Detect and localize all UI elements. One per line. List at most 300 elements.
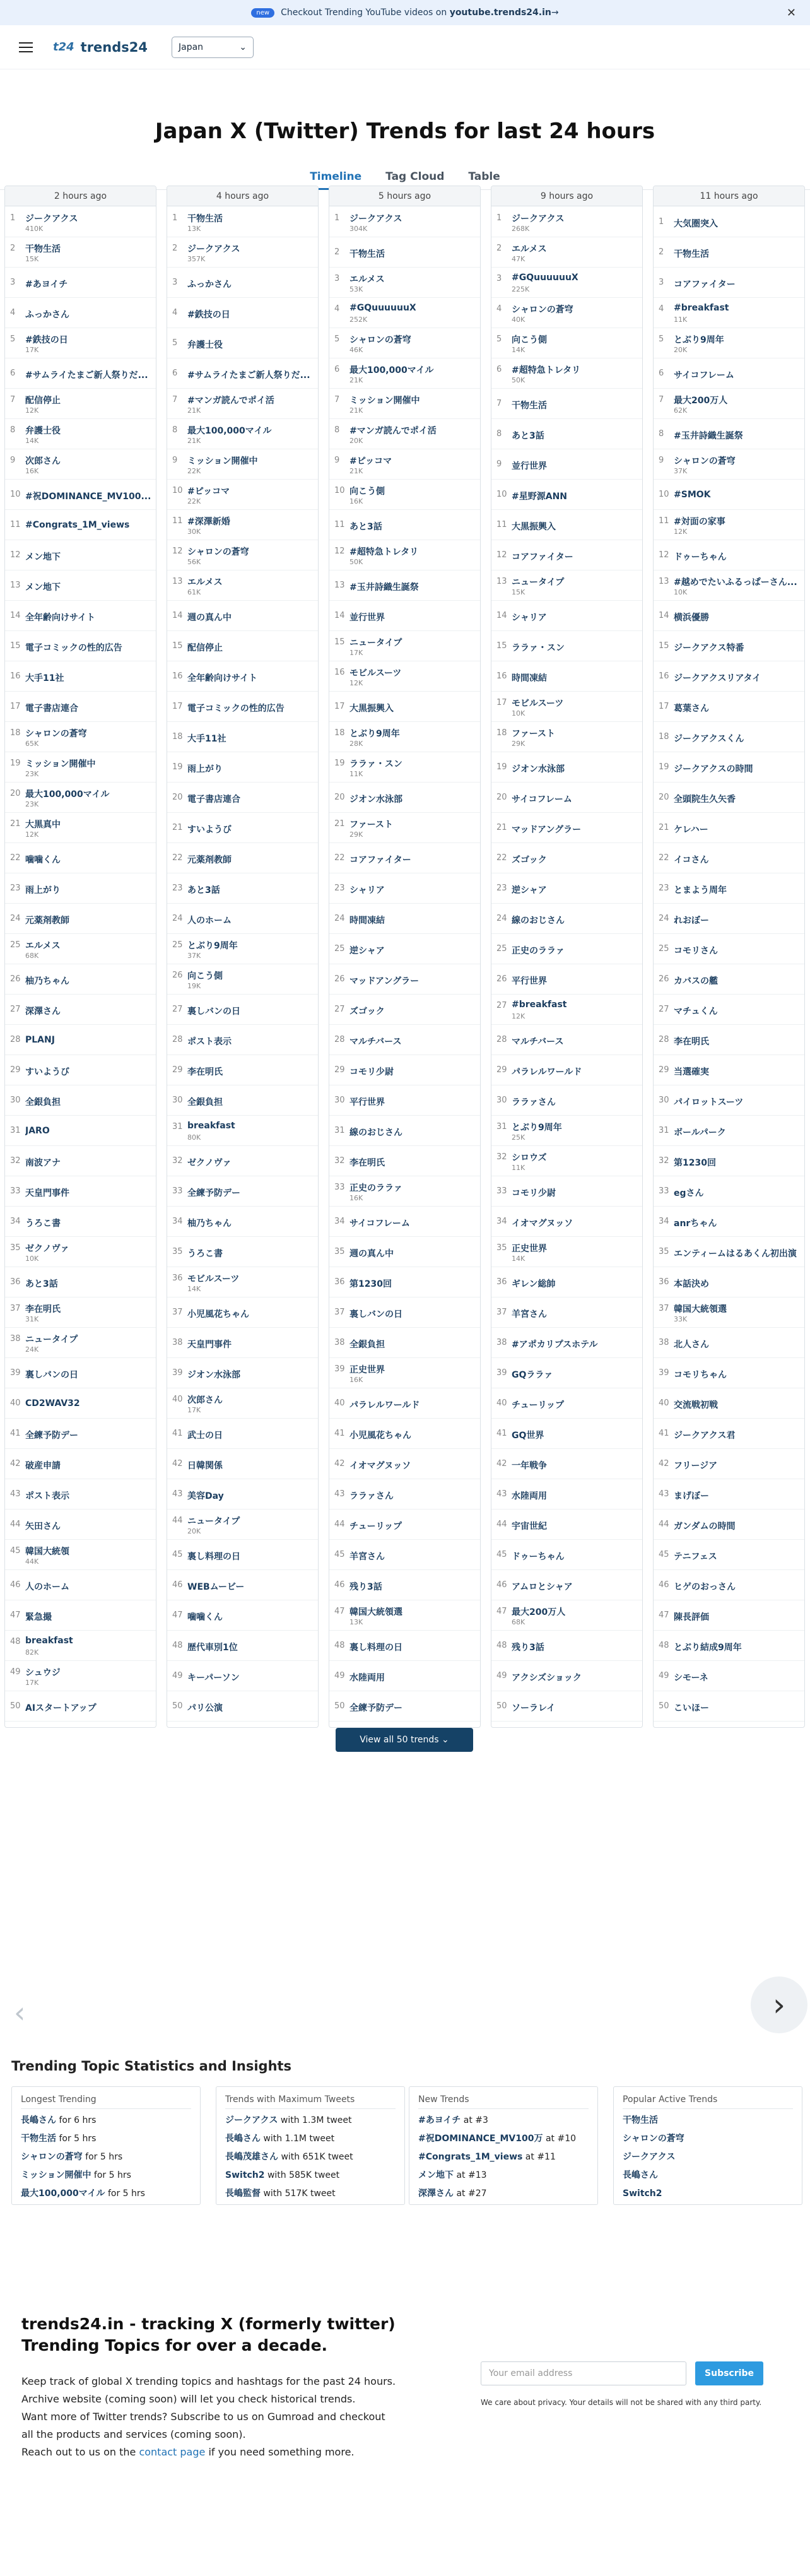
trend-name[interactable]: ボールパーク bbox=[674, 1128, 726, 1138]
trend-item[interactable] bbox=[167, 1449, 318, 1479]
trend-name[interactable]: 並行世界 bbox=[512, 461, 547, 471]
trend-item[interactable] bbox=[329, 843, 480, 873]
trend-name[interactable]: #ピッコマ bbox=[187, 487, 230, 497]
trend-name[interactable]: 正史世界 bbox=[349, 1365, 385, 1375]
trend-item[interactable] bbox=[329, 268, 480, 298]
trend-name[interactable]: 線のおじさん bbox=[512, 916, 565, 926]
trend-name[interactable]: 全練予防デー bbox=[187, 1188, 240, 1198]
trend-name[interactable]: #ピッコマ bbox=[349, 456, 392, 466]
trend-name[interactable]: シャロンの蒼穹 bbox=[674, 456, 736, 466]
trend-item[interactable] bbox=[654, 298, 804, 328]
trend-name[interactable]: ララァさん bbox=[349, 1491, 394, 1501]
trend-name[interactable]: 全銀負担 bbox=[187, 1097, 223, 1108]
trend-item[interactable] bbox=[491, 722, 642, 752]
trend-item[interactable] bbox=[5, 1661, 156, 1691]
trend-item[interactable] bbox=[167, 1207, 318, 1237]
trend-name[interactable]: 天皇門事件 bbox=[187, 1340, 232, 1350]
trend-name[interactable]: 人のホーム bbox=[187, 916, 232, 926]
trend-name[interactable]: 大黒振興入 bbox=[512, 522, 556, 532]
trend-name[interactable]: 配信停止 bbox=[187, 643, 223, 653]
trend-item[interactable] bbox=[329, 631, 480, 661]
trend-item[interactable] bbox=[491, 783, 642, 813]
trend-item[interactable] bbox=[491, 813, 642, 843]
trend-item[interactable] bbox=[167, 1570, 318, 1600]
trend-item[interactable] bbox=[654, 873, 804, 904]
trend-name[interactable]: ジークアクス bbox=[25, 214, 78, 224]
trend-item[interactable] bbox=[491, 601, 642, 631]
trend-item[interactable] bbox=[167, 873, 318, 904]
trend-name[interactable]: ゼクノヴァ bbox=[187, 1158, 232, 1168]
trend-name[interactable]: コアファイター bbox=[349, 855, 411, 865]
trend-name[interactable]: ドゥーちゃん bbox=[674, 552, 727, 562]
trend-name[interactable]: 武士の日 bbox=[187, 1431, 223, 1441]
view-all-button[interactable]: View all 50 trends ⌄ bbox=[336, 1728, 473, 1752]
trend-name[interactable]: 干物生活 bbox=[674, 249, 709, 259]
trend-item[interactable] bbox=[167, 601, 318, 631]
trend-item[interactable] bbox=[329, 722, 480, 752]
trend-name[interactable]: 最大100,000マイル bbox=[25, 789, 110, 800]
trend-name[interactable]: シャリア bbox=[349, 885, 385, 895]
trend-item[interactable] bbox=[654, 1479, 804, 1510]
trend-name[interactable]: #越めでたいふるっぱーさん... bbox=[674, 577, 797, 588]
trend-item[interactable] bbox=[491, 1237, 642, 1267]
trend-name[interactable]: 線のおじさん bbox=[349, 1128, 402, 1138]
trend-name[interactable]: とぶり9周年 bbox=[512, 1123, 562, 1133]
trend-name[interactable]: 水陸両用 bbox=[349, 1673, 385, 1683]
trend-name[interactable]: 第1230回 bbox=[674, 1158, 716, 1168]
trend-item[interactable] bbox=[491, 631, 642, 661]
trend-name[interactable]: コモリ少尉 bbox=[349, 1067, 394, 1077]
trend-name[interactable]: 電子コミックの性的広告 bbox=[187, 704, 285, 714]
trend-name[interactable]: 李在明氏 bbox=[187, 1067, 223, 1077]
trend-item[interactable] bbox=[5, 1055, 156, 1085]
trend-item[interactable] bbox=[329, 692, 480, 722]
trend-item[interactable] bbox=[167, 510, 318, 540]
trend-name[interactable]: 電子書店連合 bbox=[187, 795, 240, 805]
stat-trend-link[interactable]: 長嶋さん bbox=[21, 2115, 56, 2125]
tab-table[interactable]: Table bbox=[468, 170, 500, 183]
trend-item[interactable] bbox=[329, 1631, 480, 1661]
trend-name[interactable]: #SMOK bbox=[674, 490, 711, 500]
trend-name[interactable]: 大黒振興入 bbox=[349, 704, 394, 714]
trend-item[interactable] bbox=[167, 1419, 318, 1449]
trend-item[interactable] bbox=[491, 237, 642, 268]
trend-item[interactable] bbox=[167, 540, 318, 570]
trend-name[interactable]: CD2WAV32 bbox=[25, 1398, 80, 1409]
trend-name[interactable]: #マンガ読んでポイ活 bbox=[349, 426, 437, 436]
trend-item[interactable] bbox=[167, 570, 318, 601]
trend-name[interactable]: 最大200万人 bbox=[512, 1607, 566, 1617]
trend-name[interactable]: 弁護士役 bbox=[187, 340, 223, 350]
trend-item[interactable] bbox=[329, 1479, 480, 1510]
trend-item[interactable] bbox=[5, 510, 156, 540]
trend-item[interactable] bbox=[654, 1055, 804, 1085]
trend-item[interactable] bbox=[329, 480, 480, 510]
trend-name[interactable]: 最大200万人 bbox=[674, 396, 728, 406]
subscribe-button[interactable]: Subscribe bbox=[695, 2361, 763, 2385]
trend-item[interactable] bbox=[167, 358, 318, 389]
trend-name[interactable]: 韓国大統領選 bbox=[349, 1607, 402, 1617]
trend-name[interactable]: 正史のララァ bbox=[512, 946, 565, 956]
trend-item[interactable] bbox=[5, 298, 156, 328]
trend-name[interactable]: エンティームはるあくん初出演 bbox=[674, 1249, 797, 1259]
trend-item[interactable] bbox=[654, 1510, 804, 1540]
trend-item[interactable] bbox=[491, 1207, 642, 1237]
trend-name[interactable]: 元薬剤教師 bbox=[187, 855, 232, 865]
trend-name[interactable]: コアファイター bbox=[674, 280, 736, 290]
trend-item[interactable] bbox=[329, 1207, 480, 1237]
trend-item[interactable] bbox=[329, 510, 480, 540]
trend-item[interactable] bbox=[654, 1146, 804, 1176]
trend-item[interactable] bbox=[329, 1025, 480, 1055]
trend-item[interactable] bbox=[167, 1479, 318, 1510]
trend-name[interactable]: チューリップ bbox=[512, 1400, 565, 1410]
trend-item[interactable] bbox=[654, 570, 804, 601]
stat-trend-link[interactable]: 長嶋さん bbox=[225, 2134, 261, 2144]
trend-item[interactable] bbox=[5, 1479, 156, 1510]
trend-name[interactable]: シロウズ bbox=[512, 1153, 547, 1163]
trend-name[interactable]: 逆シャア bbox=[349, 946, 385, 956]
trend-item[interactable] bbox=[329, 1085, 480, 1116]
close-icon[interactable]: ✕ bbox=[786, 6, 796, 20]
trend-item[interactable] bbox=[5, 1510, 156, 1540]
tab-timeline[interactable]: Timeline bbox=[310, 170, 361, 190]
trend-item[interactable] bbox=[167, 1540, 318, 1570]
trend-name[interactable]: #超特急トレタリ bbox=[349, 547, 419, 557]
trend-name[interactable]: #超特急トレタリ bbox=[512, 365, 581, 375]
trend-name[interactable]: 並行世界 bbox=[349, 613, 385, 623]
trend-item[interactable] bbox=[491, 1328, 642, 1358]
trend-name[interactable]: フリージア bbox=[674, 1461, 718, 1471]
stat-trend-link[interactable]: ジークアクス bbox=[623, 2152, 676, 2162]
trend-name[interactable]: エルメス bbox=[512, 244, 547, 254]
trend-item[interactable] bbox=[167, 1691, 318, 1722]
trend-name[interactable]: 平行世界 bbox=[512, 976, 547, 986]
trend-name[interactable]: 李在明氏 bbox=[25, 1304, 61, 1315]
trend-item[interactable] bbox=[167, 631, 318, 661]
trend-name[interactable]: コモリ少尉 bbox=[512, 1188, 556, 1198]
trend-name[interactable]: ミッション開催中 bbox=[187, 456, 258, 466]
trend-item[interactable] bbox=[654, 358, 804, 389]
trend-name[interactable]: コモリさん bbox=[674, 946, 718, 956]
stat-trend-link[interactable]: 干物生活 bbox=[21, 2134, 56, 2144]
trend-name[interactable]: マルチバース bbox=[349, 1037, 402, 1047]
trend-name[interactable]: ズゴック bbox=[512, 855, 547, 865]
trend-item[interactable] bbox=[491, 1661, 642, 1691]
trend-name[interactable]: シュウジ bbox=[25, 1668, 61, 1678]
trend-name[interactable]: パラレルワールド bbox=[349, 1400, 420, 1410]
stat-trend-link[interactable]: 長嶋さん bbox=[623, 2170, 658, 2180]
trend-name[interactable]: #玉井詩織生誕祭 bbox=[349, 582, 419, 593]
trend-item[interactable] bbox=[5, 1631, 156, 1661]
trend-name[interactable]: PLANJ bbox=[25, 1035, 55, 1045]
trend-item[interactable] bbox=[329, 570, 480, 601]
stat-trend-link[interactable]: 長嶋茂雄さん bbox=[225, 2152, 278, 2162]
trend-name[interactable]: 横浜優勝 bbox=[674, 613, 709, 623]
trend-item[interactable] bbox=[5, 783, 156, 813]
trend-item[interactable] bbox=[5, 964, 156, 995]
trend-name[interactable]: 全練予防デー bbox=[349, 1703, 402, 1713]
trend-item[interactable] bbox=[5, 752, 156, 783]
trend-item[interactable] bbox=[329, 1146, 480, 1176]
trend-item[interactable] bbox=[5, 813, 156, 843]
trend-item[interactable] bbox=[329, 1176, 480, 1207]
trend-name[interactable]: #対面の家事 bbox=[674, 517, 725, 527]
trend-name[interactable]: シャロンの蒼穹 bbox=[349, 335, 411, 345]
trend-item[interactable] bbox=[329, 813, 480, 843]
trend-name[interactable]: イオマグヌッソ bbox=[349, 1461, 411, 1471]
trend-item[interactable] bbox=[329, 1388, 480, 1419]
trend-name[interactable]: とぶり9周年 bbox=[674, 335, 724, 345]
trend-item[interactable] bbox=[5, 1116, 156, 1146]
trend-name[interactable]: anrちゃん bbox=[674, 1219, 717, 1229]
trend-name[interactable]: エルメス bbox=[187, 577, 223, 588]
hamburger-menu-icon[interactable] bbox=[19, 42, 33, 52]
trend-name[interactable]: イオマグヌッソ bbox=[512, 1219, 573, 1229]
trend-item[interactable] bbox=[329, 904, 480, 934]
trend-item[interactable] bbox=[5, 661, 156, 692]
stat-trend-link[interactable]: シャロンの蒼穹 bbox=[623, 2134, 684, 2144]
trend-item[interactable] bbox=[167, 449, 318, 480]
trend-name[interactable]: とぶり結成9周年 bbox=[674, 1643, 742, 1653]
stat-trend-link[interactable]: 長嶋監督 bbox=[225, 2189, 261, 2199]
trend-name[interactable]: サイコフレーム bbox=[674, 370, 734, 381]
trend-name[interactable]: パリ公演 bbox=[187, 1703, 223, 1713]
trend-name[interactable]: ジークアクス特番 bbox=[674, 643, 744, 653]
trend-name[interactable]: 第1230回 bbox=[349, 1279, 392, 1289]
stat-trend-link[interactable]: Switch2 bbox=[623, 2189, 662, 2199]
trend-name[interactable]: ポスト表示 bbox=[187, 1037, 232, 1047]
trend-item[interactable] bbox=[654, 1419, 804, 1449]
trend-item[interactable] bbox=[5, 1297, 156, 1328]
trend-item[interactable] bbox=[5, 1600, 156, 1631]
trend-item[interactable] bbox=[167, 904, 318, 934]
trend-item[interactable] bbox=[491, 1358, 642, 1388]
trend-item[interactable] bbox=[654, 1691, 804, 1722]
trend-name[interactable]: パラレルワールド bbox=[512, 1067, 582, 1077]
trend-name[interactable]: 深澤さん bbox=[25, 1007, 61, 1017]
trend-name[interactable]: 電子コミックの性的広告 bbox=[25, 643, 122, 653]
trend-item[interactable] bbox=[329, 752, 480, 783]
trend-name[interactable]: #GQuuuuuuX bbox=[349, 303, 416, 313]
trend-name[interactable]: 正史のララァ bbox=[349, 1183, 402, 1193]
trend-name[interactable]: シャロンの蒼穹 bbox=[187, 547, 249, 557]
trend-item[interactable] bbox=[329, 1237, 480, 1267]
trend-item[interactable] bbox=[654, 1176, 804, 1207]
trend-item[interactable] bbox=[167, 1388, 318, 1419]
trend-name[interactable]: 当選確実 bbox=[674, 1067, 709, 1077]
trend-name[interactable]: 干物生活 bbox=[512, 401, 547, 411]
trend-name[interactable]: マッドアングラー bbox=[349, 976, 420, 986]
trend-item[interactable] bbox=[5, 1540, 156, 1570]
trend-item[interactable] bbox=[5, 1328, 156, 1358]
trend-item[interactable] bbox=[167, 1267, 318, 1297]
trend-item[interactable] bbox=[167, 934, 318, 964]
stat-trend-link[interactable]: #祝DOMINANCE_MV100万 bbox=[418, 2134, 543, 2144]
trend-name[interactable]: ニュータイプ bbox=[25, 1335, 78, 1345]
trend-name[interactable]: 週の真ん中 bbox=[349, 1249, 394, 1259]
trend-item[interactable] bbox=[5, 1176, 156, 1207]
trend-item[interactable] bbox=[654, 1328, 804, 1358]
trend-item[interactable] bbox=[329, 1661, 480, 1691]
trend-name[interactable]: ガンダムの時間 bbox=[674, 1521, 736, 1532]
trend-item[interactable] bbox=[5, 207, 156, 237]
trend-item[interactable] bbox=[654, 752, 804, 783]
trend-item[interactable] bbox=[654, 207, 804, 237]
stat-trend-link[interactable]: ジークアクス bbox=[225, 2115, 278, 2125]
trend-name[interactable]: ニュータイプ bbox=[349, 638, 402, 648]
trend-item[interactable] bbox=[329, 540, 480, 570]
trend-item[interactable] bbox=[654, 661, 804, 692]
trend-name[interactable]: あと3話 bbox=[349, 522, 382, 532]
trend-item[interactable] bbox=[491, 480, 642, 510]
trend-name[interactable]: マチュくん bbox=[674, 1007, 718, 1017]
trend-name[interactable]: チューリップ bbox=[349, 1521, 402, 1532]
trend-name[interactable]: ジークアクス bbox=[349, 214, 402, 224]
country-select[interactable]: Japan ⌄ bbox=[172, 37, 254, 58]
stat-trend-link[interactable]: #Congrats_1M_views bbox=[418, 2152, 523, 2162]
logo-text[interactable]: trends24 bbox=[80, 39, 148, 55]
trend-name[interactable]: ズゴック bbox=[349, 1007, 385, 1017]
trend-name[interactable]: エルメス bbox=[25, 941, 61, 951]
trend-name[interactable]: #マンガ読んでポイ活 bbox=[187, 396, 274, 406]
trend-item[interactable] bbox=[5, 480, 156, 510]
trend-item[interactable] bbox=[491, 873, 642, 904]
trend-item[interactable] bbox=[654, 1570, 804, 1600]
trend-item[interactable] bbox=[167, 328, 318, 358]
trend-item[interactable] bbox=[654, 419, 804, 449]
trend-item[interactable] bbox=[491, 570, 642, 601]
trend-name[interactable]: うろこ書 bbox=[25, 1219, 61, 1229]
trend-name[interactable]: #深澤新婚 bbox=[187, 517, 230, 527]
trend-name[interactable]: 大気圏突入 bbox=[674, 219, 718, 229]
trend-item[interactable] bbox=[654, 237, 804, 268]
trend-name[interactable]: シモーネ bbox=[674, 1673, 708, 1683]
trend-name[interactable]: WEBムービー bbox=[187, 1582, 245, 1592]
trend-item[interactable] bbox=[167, 1176, 318, 1207]
trend-item[interactable] bbox=[654, 1631, 804, 1661]
trend-name[interactable]: #鉄技の日 bbox=[25, 335, 68, 345]
trend-name[interactable]: 裏し料理の日 bbox=[187, 1552, 240, 1562]
trend-name[interactable]: 逆シャア bbox=[512, 885, 547, 895]
trend-item[interactable] bbox=[167, 237, 318, 268]
trend-item[interactable] bbox=[329, 1055, 480, 1085]
trend-item[interactable] bbox=[5, 873, 156, 904]
trend-name[interactable]: ゼクノヴァ bbox=[25, 1244, 69, 1254]
prev-arrow-icon[interactable]: ‹ bbox=[14, 1995, 26, 2029]
trend-name[interactable]: 柚乃ちゃん bbox=[25, 976, 69, 986]
trend-item[interactable] bbox=[329, 783, 480, 813]
trend-item[interactable] bbox=[329, 298, 480, 328]
trend-item[interactable] bbox=[491, 752, 642, 783]
trend-item[interactable] bbox=[167, 1085, 318, 1116]
trend-name[interactable]: 正史世界 bbox=[512, 1244, 547, 1254]
trend-item[interactable] bbox=[329, 661, 480, 692]
stat-trend-link[interactable]: 干物生活 bbox=[623, 2115, 658, 2125]
trend-item[interactable] bbox=[5, 328, 156, 358]
trend-name[interactable]: キーパーソン bbox=[187, 1673, 240, 1683]
trend-name[interactable]: すいようび bbox=[187, 825, 232, 835]
trend-item[interactable] bbox=[491, 1600, 642, 1631]
trend-name[interactable]: 全頭院生久矢香 bbox=[674, 795, 736, 805]
trend-name[interactable]: 干物生活 bbox=[25, 244, 61, 254]
trend-name[interactable]: シャリア bbox=[512, 613, 547, 623]
trend-item[interactable] bbox=[491, 1176, 642, 1207]
trend-item[interactable] bbox=[491, 1388, 642, 1419]
trend-item[interactable] bbox=[491, 1631, 642, 1661]
trend-item[interactable] bbox=[5, 1207, 156, 1237]
trend-item[interactable] bbox=[167, 207, 318, 237]
trend-name[interactable]: 宇宙世紀 bbox=[512, 1521, 547, 1532]
trend-name[interactable]: 交流戦初戦 bbox=[674, 1400, 718, 1410]
trend-item[interactable] bbox=[167, 964, 318, 995]
trend-item[interactable] bbox=[491, 1055, 642, 1085]
trend-item[interactable] bbox=[167, 1661, 318, 1691]
trend-item[interactable] bbox=[167, 783, 318, 813]
trend-item[interactable] bbox=[491, 1510, 642, 1540]
trend-name[interactable]: 柚乃ちゃん bbox=[187, 1219, 232, 1229]
trend-name[interactable]: まげぼー bbox=[674, 1491, 709, 1501]
trend-name[interactable]: 日韓関係 bbox=[187, 1461, 223, 1471]
contact-page-link[interactable]: contact page bbox=[139, 2446, 206, 2458]
trend-item[interactable] bbox=[491, 358, 642, 389]
trend-item[interactable] bbox=[654, 449, 804, 480]
trend-item[interactable] bbox=[329, 1570, 480, 1600]
trend-name[interactable]: ニュータイプ bbox=[187, 1516, 240, 1527]
trend-name[interactable]: 雨上がり bbox=[25, 885, 61, 895]
trend-name[interactable]: 週の真ん中 bbox=[187, 613, 232, 623]
trend-name[interactable]: #玉井詩織生誕祭 bbox=[674, 431, 743, 441]
trend-item[interactable] bbox=[654, 1297, 804, 1328]
trend-name[interactable]: AIスタートアップ bbox=[25, 1703, 97, 1713]
trend-name[interactable]: #鉄技の日 bbox=[187, 310, 230, 320]
trend-name[interactable]: すいようび bbox=[25, 1067, 69, 1077]
trend-name[interactable]: コアファイター bbox=[512, 552, 573, 562]
trend-name[interactable]: #サムライたまご新人祭りだ... bbox=[187, 370, 310, 381]
trend-item[interactable] bbox=[491, 298, 642, 328]
trend-item[interactable] bbox=[329, 1510, 480, 1540]
trend-name[interactable]: こいほー bbox=[674, 1703, 709, 1713]
email-input[interactable]: Your email address bbox=[481, 2361, 686, 2385]
trend-item[interactable] bbox=[329, 995, 480, 1025]
trend-name[interactable]: 大手11社 bbox=[187, 734, 226, 744]
trend-item[interactable] bbox=[5, 934, 156, 964]
trend-name[interactable]: マルチバース bbox=[512, 1037, 564, 1047]
trend-item[interactable] bbox=[5, 692, 156, 722]
trend-item[interactable] bbox=[491, 1025, 642, 1055]
trend-item[interactable] bbox=[654, 1388, 804, 1419]
trend-item[interactable] bbox=[491, 1116, 642, 1146]
trend-name[interactable]: ジオン水泳部 bbox=[187, 1370, 240, 1380]
trend-name[interactable]: 配信停止 bbox=[25, 396, 61, 406]
trend-name[interactable]: 矢田さん bbox=[25, 1521, 61, 1532]
trend-item[interactable] bbox=[654, 904, 804, 934]
trend-item[interactable] bbox=[5, 601, 156, 631]
trend-name[interactable]: 干物生活 bbox=[349, 249, 385, 259]
trend-item[interactable] bbox=[329, 1297, 480, 1328]
trend-item[interactable] bbox=[329, 934, 480, 964]
trend-name[interactable]: 葛葉さん bbox=[674, 704, 709, 714]
trend-item[interactable] bbox=[329, 873, 480, 904]
trend-name[interactable]: ふっかさん bbox=[187, 280, 232, 290]
trend-name[interactable]: れおぼー bbox=[674, 916, 709, 926]
trend-item[interactable] bbox=[329, 358, 480, 389]
trend-item[interactable] bbox=[167, 268, 318, 298]
trend-item[interactable] bbox=[167, 419, 318, 449]
trend-item[interactable] bbox=[5, 570, 156, 601]
trend-item[interactable] bbox=[654, 813, 804, 843]
trend-item[interactable] bbox=[491, 1479, 642, 1510]
